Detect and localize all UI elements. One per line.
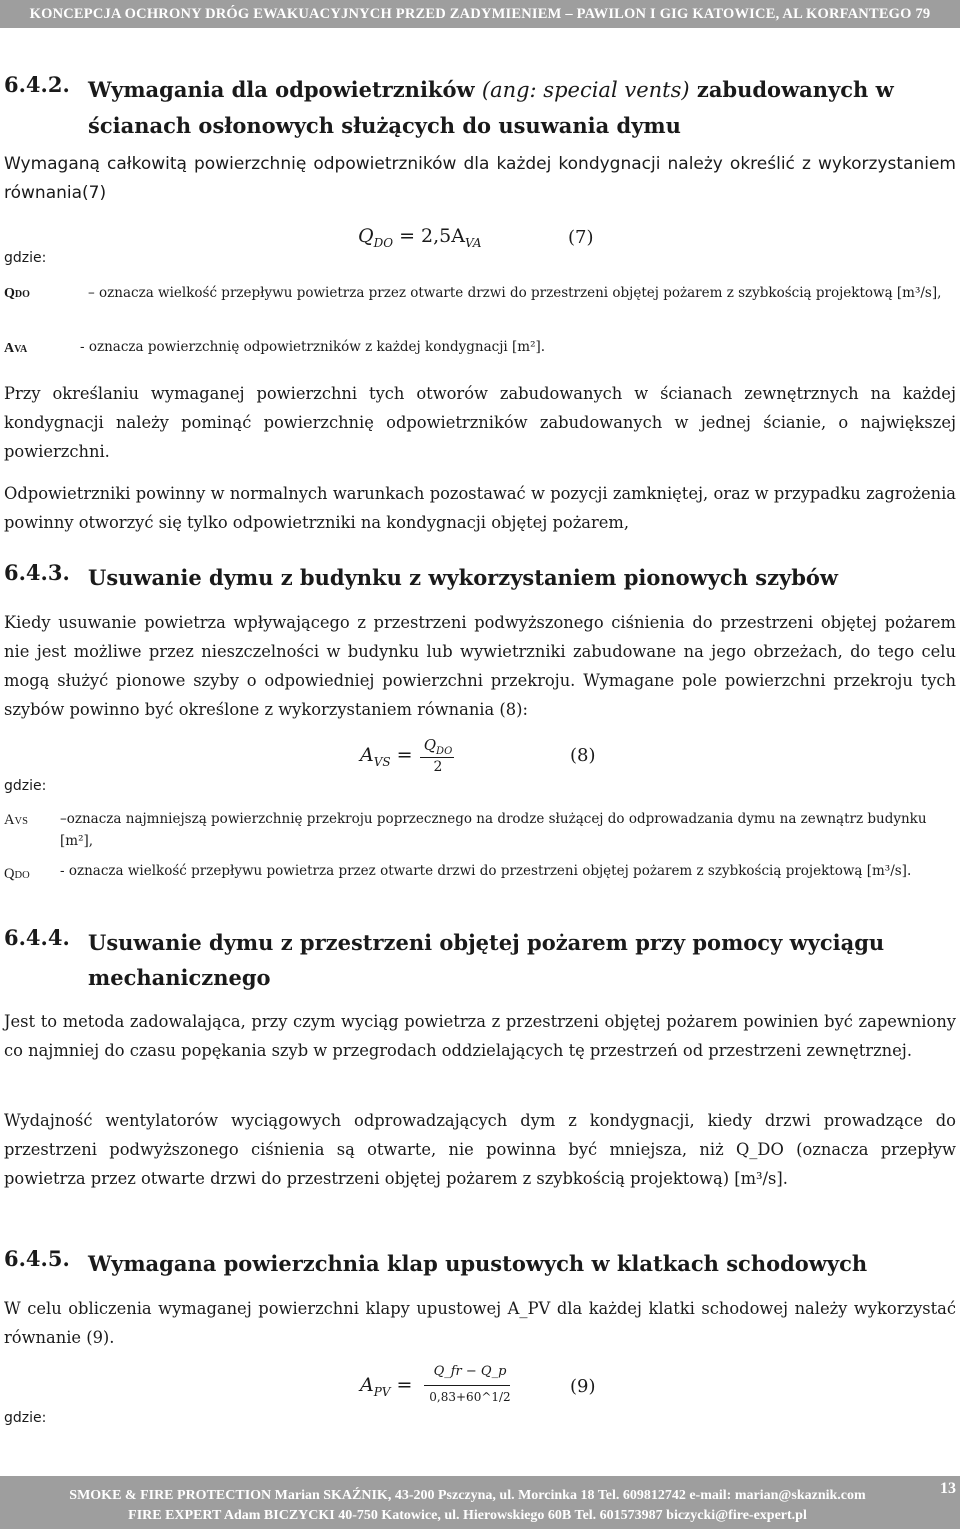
- symbol-qdo: QDO: [4, 866, 30, 882]
- symbol-avs: AVS: [4, 812, 28, 828]
- page-number: 13: [940, 1480, 956, 1497]
- footer-line: SMOKE & FIRE PROTECTION Marian SKAŹNIK, 43-200 Pszczyna, ul. Morcinka 18 Tel. 609812742 e-mail: marian@skaznik.com: [69, 1488, 866, 1503]
- fraction-numerator: $Q_{DO}$: [423, 736, 453, 757]
- fraction-bar: [420, 757, 454, 758]
- definition-qdo: - oznacza wielkość przepływu powietrza przez otwarte drzwi do przestrzeni objętej pożarem z szybkością projektową [m³/s].: [60, 863, 912, 879]
- equation-number: (7): [568, 227, 594, 248]
- definition-ava: - oznacza powierzchnię odpowietrzników z każdej kondygnacji [m²].: [80, 339, 546, 355]
- section-number: 6.4.4.: [4, 925, 70, 950]
- section-number: 6.4.5.: [4, 1246, 70, 1271]
- paragraph: Jest to metoda zadowalająca, przy czym wyciąg powietrza z przestrzeni objętej pożarem powinien być zapewniony co najmniej do czasu popękania szyb w przegrodach oddzielających tę przestrzeń od przestrzeni zewnętrznej.: [4, 1012, 956, 1060]
- paragraph: Wydajność wentylatorów wyciągowych odprowadzających dym z kondygnacji, kiedy drzwi prowadzące do przestrzeni podwyższonego ciśnienia są otwarte, nie powinna być mniejsza, niż Q_DO (oznacza przepływ powietrza przez otwarte drzwi do przestrzeni objętej pożarem z szybkością projektową) [m³/s].: [4, 1111, 956, 1188]
- where-label: gdzie:: [4, 1410, 47, 1426]
- definition-avs: –oznacza najmniejszą powierzchnię przekroju poprzecznego na drodze służącej do odprowadzania dymu na zewnątrz budynku [m²],: [60, 811, 927, 849]
- paragraph: Kiedy usuwanie powietrza wpływającego z przestrzeni podwyższonego ciśnienia do przestrzeni objętej pożarem nie jest możliwe przez nieszczelności w budynku lub wywietrzniki zabudowane na jego obrzeżach, do tego celu mogą służyć pionowe szyby o odpowiedniej powierzchni przekroju. Wymagane pole powierzchni przekroju tych szybów powinno być określone z wykorzystaniem równania (8):: [4, 613, 956, 719]
- fraction-numerator: Q_fr − Q_p: [433, 1364, 507, 1379]
- equation-number: (9): [570, 1376, 596, 1397]
- symbol-qdo: QDO: [4, 286, 30, 301]
- page-header: KONCEPCJA OCHRONY DRÓG EWAKUACYJNYCH PRZED ZADYMIENIEM – PAWILON I GIG KATOWICE, AL KORFANTEGO 79: [0, 0, 960, 28]
- fraction-denominator: 2: [433, 759, 443, 775]
- paragraph: Przy określaniu wymaganej powierzchni tych otworów zabudowanych w ścianach zewnętrznych na każdej kondygnacji należy pominąć powierzchnię odpowietrzników zabudowanych w jednej ścianie, o największej powierzchni.: [4, 384, 956, 461]
- section-title: Wymagana powierzchnia klap upustowych w klatkach schodowych: [88, 1251, 868, 1276]
- equation-9-left: $A_{PV}$ =: [360, 1374, 413, 1399]
- symbol-ava: AVA: [4, 341, 28, 356]
- equation-8-left: $A_{VS}$ =: [360, 744, 413, 769]
- fraction-denominator: 0,83+60^1/2: [429, 1390, 511, 1404]
- paragraph: W celu obliczenia wymaganej powierzchni klapy upustowej A_PV dla każdej klatki schodowej należy wykorzystać równanie (9).: [4, 1299, 956, 1347]
- equation-7: $Q_{DO} = 2,5A_{VA}$: [358, 225, 482, 250]
- fraction-bar: [424, 1385, 510, 1386]
- paragraph: Odpowietrzniki powinny w normalnych warunkach pozostawać w pozycji zamkniętej, oraz w przypadku zagrożenia powinny otworzyć się tylko odpowietrzniki na kondygnacji objętej pożarem,: [4, 484, 956, 532]
- section-title: Usuwanie dymu z budynku z wykorzystaniem pionowych szybów: [88, 565, 839, 590]
- section-number: 6.4.2.: [4, 72, 70, 97]
- section-number: 6.4.3.: [4, 560, 70, 585]
- where-label: gdzie:: [4, 250, 47, 266]
- intro-paragraph: Wymaganą całkowitą powierzchnię odpowietrzników dla każdej kondygnacji należy określić z wykorzystaniem równania(7): [4, 154, 956, 203]
- section-title: Wymagania dla odpowietrzników (ang: special vents) zabudowanych w ścianach osłonowych służących do usuwania dymu: [88, 77, 894, 138]
- footer-line: FIRE EXPERT Adam BICZYCKI 40-750 Katowice, ul. Hierowskiego 60B Tel. 601573987 biczycki@fire-expert.pl: [128, 1508, 807, 1523]
- section-title: Usuwanie dymu z przestrzeni objętej pożarem przy pomocy wyciągu mechanicznego: [88, 930, 885, 990]
- where-label: gdzie:: [4, 778, 47, 794]
- definition-qdo: – oznacza wielkość przepływu powietrza przez otwarte drzwi do przestrzeni objętej pożarem z szybkością projektową [m³/s],: [88, 285, 942, 301]
- page-footer: [0, 1476, 960, 1529]
- equation-number: (8): [570, 745, 596, 766]
